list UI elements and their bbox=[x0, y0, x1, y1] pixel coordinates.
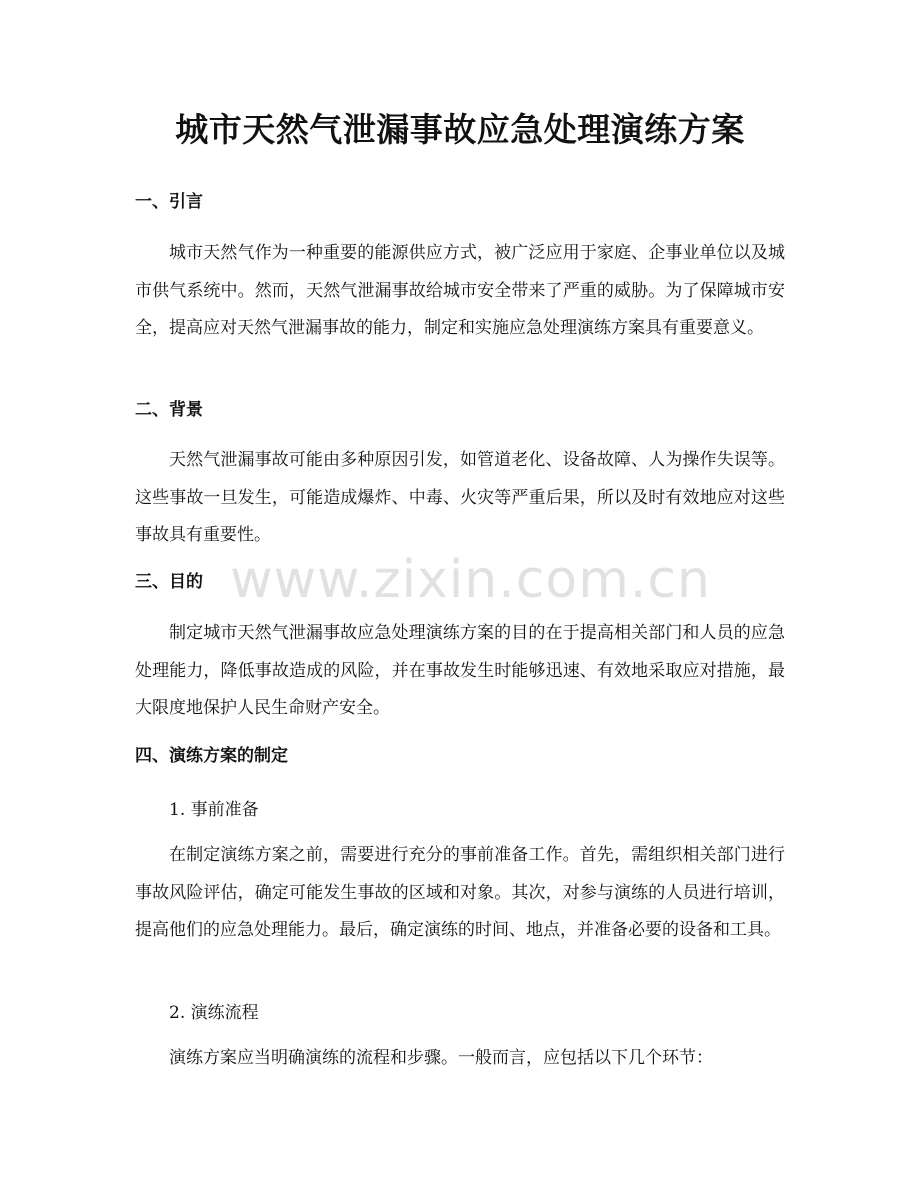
subsection-heading-process: 2. 演练流程 bbox=[169, 1003, 259, 1023]
section-paragraph-background: 天然气泄漏事故可能由多种原因引发，如管道老化、设备故障、人为操作失误等。这些事故一旦发生，可能造成爆炸、中毒、火灾等严重后果，所以及时有效地应对这些事故具有重要性。 bbox=[135, 450, 785, 546]
section-paragraph-purpose: 制定城市天然气泄漏事故应急处理演练方案的目的在于提高相关部门和人员的应急处理能力，降低事故造成的风险，并在事故发生时能够迅速、有效地采取应对措施，最大限度地保护人民生命财产安全。 bbox=[135, 623, 785, 719]
subsection-paragraph-preparation: 在制定演练方案之前，需要进行充分的事前准备工作。首先，需组织相关部门进行事故风险评估，确定可能发生事故的区域和对象。其次，对参与演练的人员进行培训，提高他们的应急处理能力。最后，确定演练的时间、地点，并准备必要的设备和工具。 bbox=[135, 845, 785, 941]
subsection-paragraph-process: 演练方案应当明确演练的流程和步骤。一般而言，应包括以下几个环节： bbox=[169, 1048, 713, 1068]
document-title: 城市天然气泄漏事故应急处理演练方案 bbox=[175, 110, 745, 149]
section-heading-purpose: 三、目的 bbox=[135, 572, 203, 592]
section-heading-introduction: 一、引言 bbox=[135, 192, 203, 212]
section-heading-background: 二、背景 bbox=[135, 400, 203, 420]
section-heading-plan: 四、演练方案的制定 bbox=[135, 746, 288, 766]
watermark: www.zixin.com.cn bbox=[230, 550, 711, 610]
section-paragraph-introduction: 城市天然气作为一种重要的能源供应方式，被广泛应用于家庭、企事业单位以及城市供气系统中。然而，天然气泄漏事故给城市安全带来了严重的威胁。为了保障城市安全，提高应对天然气泄漏事故的能力，制定和实施应急处理演练方案具有重要意义。 bbox=[135, 243, 785, 339]
subsection-heading-preparation: 1. 事前准备 bbox=[169, 800, 259, 820]
